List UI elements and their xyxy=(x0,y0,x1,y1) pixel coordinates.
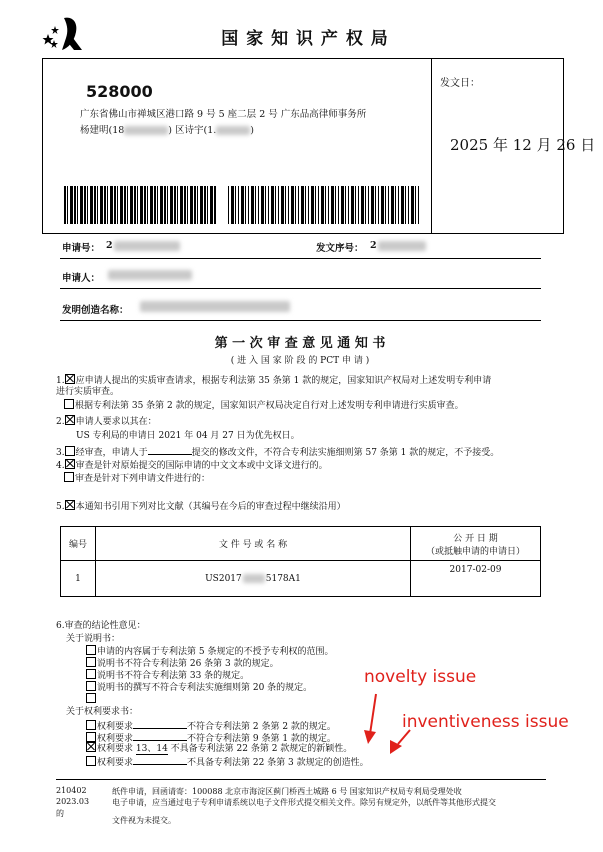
cnipa-logo xyxy=(42,14,90,54)
item-1-continued: 进行实质审查。 xyxy=(56,387,120,397)
col-header-date xyxy=(411,527,541,561)
item-2-detail: US 专利局的申请日 2021 年 04 月 27 日为优先权日。 xyxy=(76,431,300,441)
inventiveness-arrow-shaft xyxy=(398,730,410,744)
desc-2-checkbox[interactable] xyxy=(86,657,96,667)
barcode-left xyxy=(64,186,216,224)
desc-item-3: 说明书不符合专利法第 33 条的规定。 xyxy=(86,669,249,682)
desc-1-checkbox[interactable] xyxy=(86,645,96,655)
redacted-phone-1 xyxy=(124,126,168,135)
recipient-name-2: ) 区诗宇(1. xyxy=(168,125,217,136)
desc-item-4: 说明书的撰写不符合专利法实施细则第 20 条的规定。 xyxy=(86,681,312,694)
footer-line-2: 电子申请，应当通过电子专利申请系统以电子文件形式提交相关文件。除另有规定外，以纸件等其他形式提交 xyxy=(112,798,496,807)
desc-item-5 xyxy=(86,693,97,706)
item-4b-checkbox[interactable] xyxy=(64,472,74,482)
notice-subtitle: ( 进 入 国 家 阶 段 的 PCT 申 请 ) xyxy=(230,356,370,366)
notice-title: 第 一 次 审 查 意 见 通 知 书 xyxy=(214,336,386,351)
recipient-name-1: 杨建明(18 xyxy=(80,125,125,136)
desc-heading: 关于说明书： xyxy=(66,634,121,644)
serial-no-prefix: 2 xyxy=(370,240,377,251)
item-2-checkbox[interactable] xyxy=(65,415,75,425)
footer-code-2: 2023.03 xyxy=(56,797,90,806)
novelty-annotation: novelty issue xyxy=(364,667,477,687)
desc-item-1: 申请的内容属于专利法第 5 条规定的不授予专利权的范围。 xyxy=(86,645,333,658)
table-row xyxy=(61,561,541,597)
row-doc: US2017 5178A1 xyxy=(96,561,411,597)
row-no: 1 xyxy=(61,561,96,597)
claim-item-1: 权利要求 不符合专利法第 2 条第 2 款的规定。 xyxy=(86,718,336,733)
application-no-prefix: 2 xyxy=(106,240,113,251)
item-2: 2. 申请人要求以其在： xyxy=(56,417,157,427)
claim-item-2: 权利要求 不符合专利法第 9 条第 1 款的规定。 xyxy=(86,730,336,745)
send-date-label: 发文日： xyxy=(440,78,480,89)
item-5: 5. 本通知书引用下列对比文献（其编号在今后的审查过程中继续沿用） xyxy=(56,502,346,512)
claim-1-checkbox[interactable] xyxy=(86,720,96,730)
postcode: 528000 xyxy=(86,82,153,101)
item-1-checkbox[interactable] xyxy=(65,374,75,384)
citation-table xyxy=(60,526,541,597)
field-divider-3 xyxy=(60,320,541,321)
claim-2-checkbox[interactable] xyxy=(86,732,96,742)
invention-name-label: 发明创造名称： xyxy=(62,305,129,316)
desc-4-checkbox[interactable] xyxy=(86,681,96,691)
application-no-label: 申请号： xyxy=(62,243,101,254)
claim-3-checkbox[interactable] xyxy=(86,742,96,752)
address-box-divider xyxy=(431,58,432,234)
redacted-application-no xyxy=(114,241,180,251)
row-date: 2017-02-09 xyxy=(411,561,541,597)
claim-item-4: 权利要求 不具备专利法第 22 条第 3 款规定的创造性。 xyxy=(86,754,369,769)
claims-heading: 关于权利要求书： xyxy=(66,707,139,717)
recipient-line: 杨建明(18 ) 区诗宇(1. ) xyxy=(80,125,255,136)
annotation-arrows xyxy=(350,690,430,760)
item-1b-checkbox[interactable] xyxy=(64,399,74,409)
item-3: 3. 经审查，申请人于 提交的修改文件，不符合专利法实施细则第 57 条第 1 款的规定，不予接受。 xyxy=(56,444,499,459)
item-1b: 根据专利法第 35 条第 2 款的规定，国家知识产权局决定自行对上述发明专利申请进行实质审查。 xyxy=(64,399,464,412)
item-4b: 审查是针对下列申请文件进行的： xyxy=(64,472,210,485)
redacted-serial-no xyxy=(378,241,426,251)
col-header-doc: 文 件 号 或 名 称 xyxy=(96,527,411,561)
item-5-checkbox[interactable] xyxy=(65,500,75,510)
footer-code-1: 210402 xyxy=(56,786,87,795)
desc-3-checkbox[interactable] xyxy=(86,669,96,679)
footer-line-1: 纸件申请，回函请寄：100088 北京市海淀区蓟门桥西土城路 6 号 国家知识产权局专利局受理处收 xyxy=(112,787,462,796)
col-header-date-line-1: 公 开 日 期 xyxy=(453,533,498,544)
claim-4-checkbox[interactable] xyxy=(86,756,96,766)
address-line: 广东省佛山市禅城区港口路 9 号 5 座二层 2 号 广东品高律师事务所 xyxy=(80,109,367,120)
desc-5-checkbox[interactable] xyxy=(86,693,96,703)
novelty-arrowhead xyxy=(364,730,376,744)
claim-3-numbers: 13、14 xyxy=(135,744,168,754)
col-header-date-line-2: （或抵触申请的申请日） xyxy=(425,546,525,557)
redacted-invention-name xyxy=(140,301,290,312)
applicant-label: 申请人： xyxy=(62,273,101,284)
office-title: 国 家 知 识 产 权 局 xyxy=(221,29,389,49)
item-4: 4. 审查是针对原始提交的国际申请的中文文本或中文译文进行的。 xyxy=(56,461,328,471)
serial-no-label: 发文序号： xyxy=(316,243,364,254)
desc-item-2: 说明书不符合专利法第 26 条第 3 款的规定。 xyxy=(86,657,279,670)
conclusion-heading: 6.审查的结论性意见： xyxy=(56,621,146,631)
item-4-checkbox[interactable] xyxy=(65,459,75,469)
footer-line-3: 文件视为未提交。 xyxy=(112,816,176,825)
footer-rule xyxy=(56,779,546,780)
field-divider-1 xyxy=(60,258,541,259)
redacted-phone-2 xyxy=(216,126,250,135)
field-divider-2 xyxy=(60,288,541,289)
col-header-no: 编号 xyxy=(61,527,96,561)
claim-item-3: 权利要求 13、14 不具备专利法第 22 条第 2 款规定的新颖性。 xyxy=(86,742,352,755)
item-3-checkbox[interactable] xyxy=(65,446,75,456)
footer-code-3: 的 xyxy=(56,809,64,818)
barcode-right xyxy=(228,186,420,224)
novelty-arrow-shaft xyxy=(370,694,376,734)
item-1: 1. 应申请人提出的实质审查请求，根据专利法第 35 条第 1 款的规定，国家知识产权局对上述发明专利申请 xyxy=(56,376,492,386)
redacted-applicant xyxy=(108,270,192,280)
inventiveness-annotation: inventiveness issue xyxy=(402,712,569,732)
send-date: 2025 年 12 月 26 日 xyxy=(450,136,596,154)
